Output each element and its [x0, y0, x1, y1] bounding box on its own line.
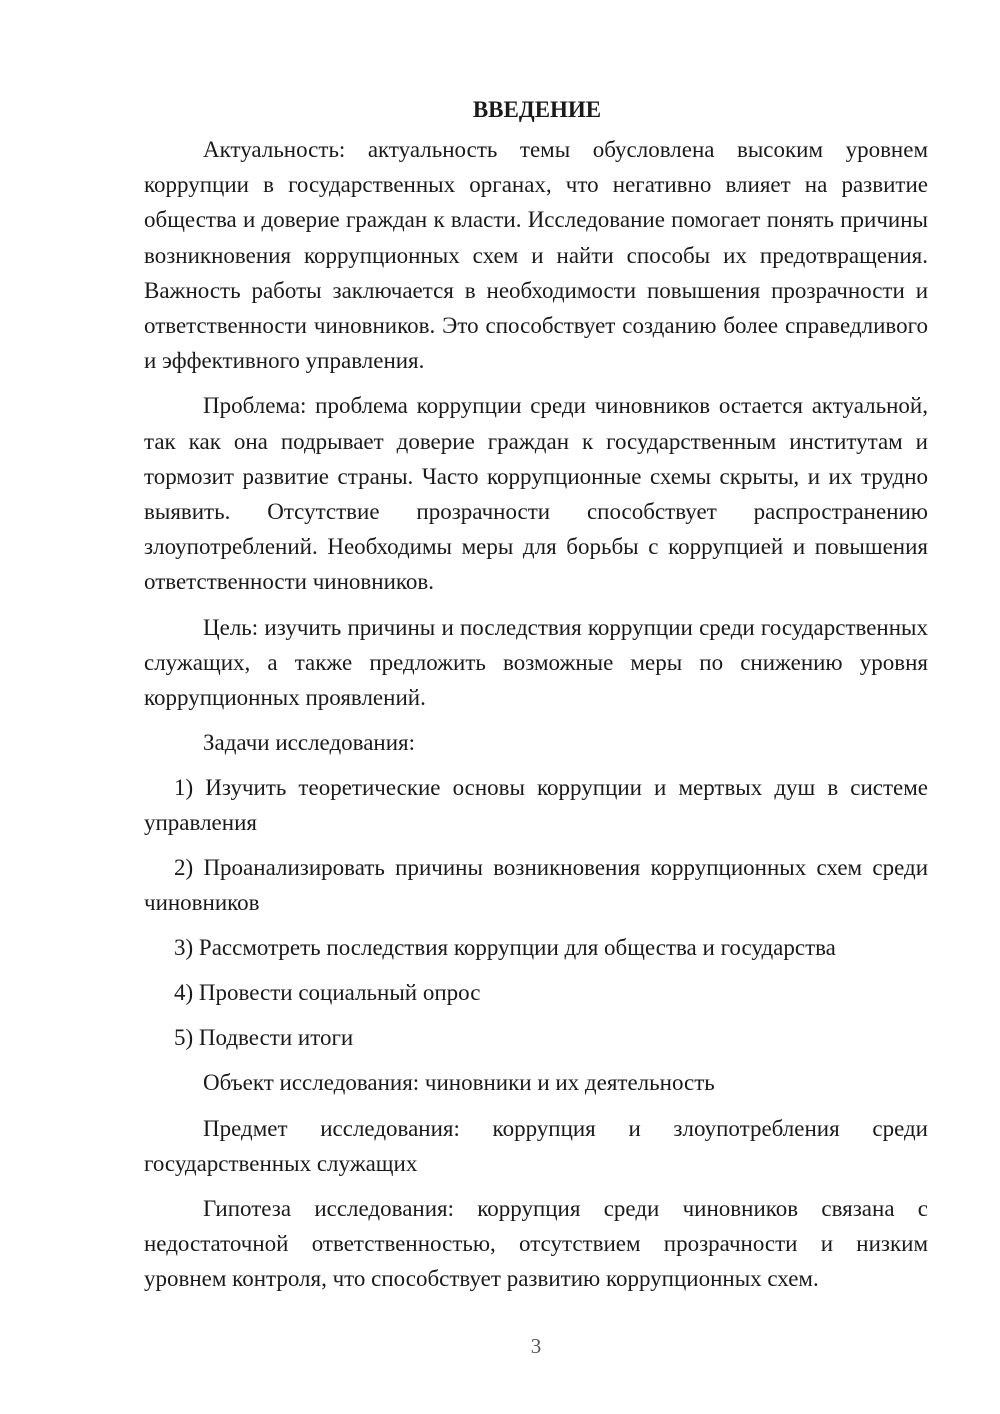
paragraph-problem: Проблема: проблема коррупции среди чиновников остается актуальной, так как она подрывает доверие граждан к государственным институтам и тормозит развитие страны. Часто коррупционные схемы скрыты, и их трудно выявить. Отсутствие прозрачности способствует распространению злоупотреблений. Необходимы меры для борьбы с коррупцией и повышения ответственности чиновников.	[144, 393, 928, 595]
tasks-heading: Задачи исследования:	[203, 730, 416, 756]
paragraph-subject: Предмет исследования: коррупция и злоупотребления среди государственных служащих	[144, 1115, 928, 1176]
list-item: 2) Проанализировать причины возникновения коррупционных схем среди чиновников	[144, 855, 928, 916]
document-page	[144, 96, 928, 1307]
page-number: 3	[530, 1334, 542, 1358]
paragraph-hypothesis: Гипотеза исследования: коррупция среди чиновников связана с недостаточной ответственностью, отсутствием прозрачности и низким уровнем контроля, что способствует развитию коррупционных схем.	[144, 1196, 928, 1292]
paragraph-goal: Цель: изучить причины и последствия коррупции среди государственных служащих, а также предложить возможные меры по снижению уровня коррупционных проявлений.	[144, 614, 928, 711]
list-item: 1) Изучить теоретические основы коррупции и мертвых душ в системе управления	[144, 775, 928, 836]
tasks-list	[144, 770, 928, 1055]
paragraph-object: Объект исследования: чиновники и их деятельность	[203, 1070, 715, 1096]
list-item: 4) Провести социальный опрос	[174, 980, 481, 1006]
page-title: ВВЕДЕНИЕ	[472, 97, 602, 122]
paragraph-relevance: Актуальность: актуальность темы обусловлена высоким уровнем коррупции в государственных органах, что негативно влияет на развитие общества и доверие граждан к власти. Исследование помогает понять причины возникновения коррупционных схем и найти способы их предотвращения. Важность работы заключается в необходимости повышения прозрачности и ответственности чиновников. Это способствует созданию более справедливого и эффективного управления.	[144, 137, 928, 374]
list-item: 5) Подвести итоги	[174, 1025, 354, 1051]
list-item: 3) Рассмотреть последствия коррупции для общества и государства	[174, 935, 836, 961]
